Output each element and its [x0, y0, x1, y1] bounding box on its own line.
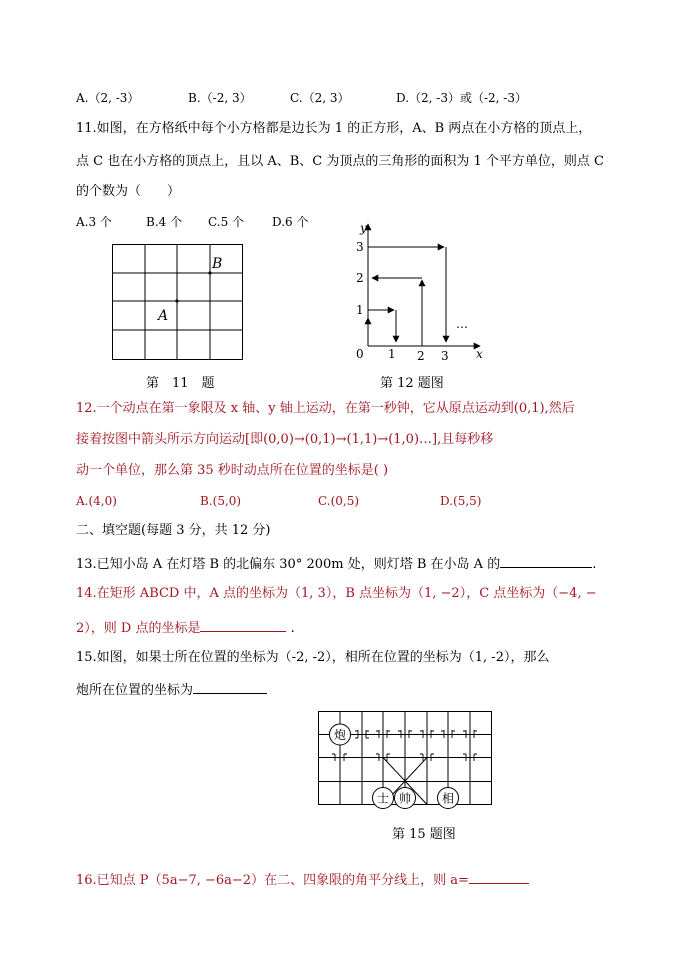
q12-option-a: A.(4,0): [76, 494, 117, 508]
piece-shuai: [395, 788, 416, 809]
fig12-x-tick-1: 1: [388, 347, 396, 361]
piece-pao-label: 炮: [333, 728, 347, 742]
q15-line2-text: 炮所在位置的坐标为: [76, 683, 194, 698]
q11-option-d: D.6 个: [272, 215, 309, 229]
section-2-title: 二、填空题(每题 3 分，共 12 分): [76, 523, 271, 538]
point-b-label: B: [212, 256, 223, 272]
figure-15-caption: 第 15 题图: [392, 827, 456, 842]
q14-answer-blank[interactable]: [200, 619, 286, 632]
fig12-y-tick-2: 2: [356, 271, 364, 285]
figure-12-path: [340, 220, 490, 365]
q11-line1: 11.如图，在方格纸中每个小方格都是边长为 1 的正方形，A、B 两点在小方格的顶点上，: [76, 121, 592, 136]
q11-option-a: A.3 个: [76, 215, 112, 229]
q14-line2-text: 2），则 D 点的坐标是: [76, 621, 201, 636]
fig12-origin-label: 0: [356, 347, 364, 361]
q16-answer-blank[interactable]: [469, 871, 529, 884]
fig12-y-tick-3: 3: [356, 240, 364, 254]
fig12-y-tick-1: 1: [356, 303, 364, 317]
piece-shi: [373, 788, 394, 809]
piece-xiang: [438, 788, 459, 809]
point-a-dot: [175, 299, 178, 302]
figure-12-caption: 第 12 题图: [380, 376, 444, 391]
q11-line2: 点 C 也在小方格的顶点上，且以 A、B、C 为顶点的三角形的面积为 1 个平方单位，则点 C: [76, 154, 604, 169]
piece-shuai-label: 帅: [398, 791, 412, 806]
point-a-label: A: [158, 308, 169, 324]
piece-shi-label: 士: [376, 791, 390, 806]
q12-line1: 12.一个动点在第一象限及 x 轴、y 轴上运动，在第一秒钟，它从原点运动到(0,1),然后: [76, 401, 575, 416]
q14-end: .: [290, 621, 295, 636]
q10-option-b: B.（-2, 3）: [188, 91, 252, 105]
fig12-ellipsis: …: [456, 317, 468, 331]
q12-line3: 动一个单位，那么第 35 秒时动点所在位置的坐标是( ): [76, 463, 389, 478]
figure-15-chessboard: [314, 706, 496, 814]
fig12-y-label: y: [360, 221, 367, 235]
figure-11-caption: 第 11 题: [146, 376, 215, 391]
q12-option-c: C.(0,5): [318, 494, 360, 508]
q15-line2: [76, 681, 267, 699]
q10-option-c: C.（2, 3）: [290, 91, 350, 105]
q11-option-b: B.4 个: [146, 215, 183, 229]
fig12-x-label: x: [476, 347, 483, 361]
fig12-x-tick-2: 2: [417, 349, 425, 363]
q13-text: 13.已知小岛 A 在灯塔 B 的北偏东 30° 200m 处，则灯塔 B 在小岛 A 的: [76, 557, 501, 572]
q10-option-a: A.（2, -3）: [76, 91, 140, 105]
q11-option-c: C.5 个: [208, 215, 245, 229]
figure-11-grid: [108, 240, 248, 365]
q12-option-b: B.(5,0): [200, 494, 242, 508]
q13-end: .: [592, 557, 597, 572]
q16-line: [76, 871, 529, 889]
fig12-x-tick-3: 3: [441, 349, 449, 363]
q14-line1: 14.在矩形 ABCD 中，A 点的坐标为（1, 3），B 点坐标为（1, −2），C 点坐标为（−4, −: [76, 586, 597, 601]
q12-option-d: D.(5,5): [440, 494, 482, 508]
piece-xiang-label: 相: [441, 791, 455, 806]
q13-answer-blank[interactable]: [500, 555, 592, 568]
q14-line2: [76, 619, 295, 637]
q15-line1: 15.如图，如果士所在位置的坐标为（-2, -2），相所在位置的坐标为（1, -2），那么: [76, 650, 550, 665]
q16-text: 16.已知点 P（5a−7, −6a−2）在二、四象限的角平分线上，则 a=: [76, 873, 469, 888]
q11-line3: 的个数为（ ）: [76, 184, 181, 199]
q10-option-d: D.（2, -3）或（-2, -3）: [396, 91, 527, 105]
q12-line2: 接着按图中箭头所示方向运动[即(0,0)→(0,1)→(1,1)→(1,0)…],且每秒移: [76, 432, 494, 447]
piece-pao: [330, 724, 351, 745]
q13-line: [76, 555, 596, 573]
q15-answer-blank[interactable]: [193, 681, 267, 694]
